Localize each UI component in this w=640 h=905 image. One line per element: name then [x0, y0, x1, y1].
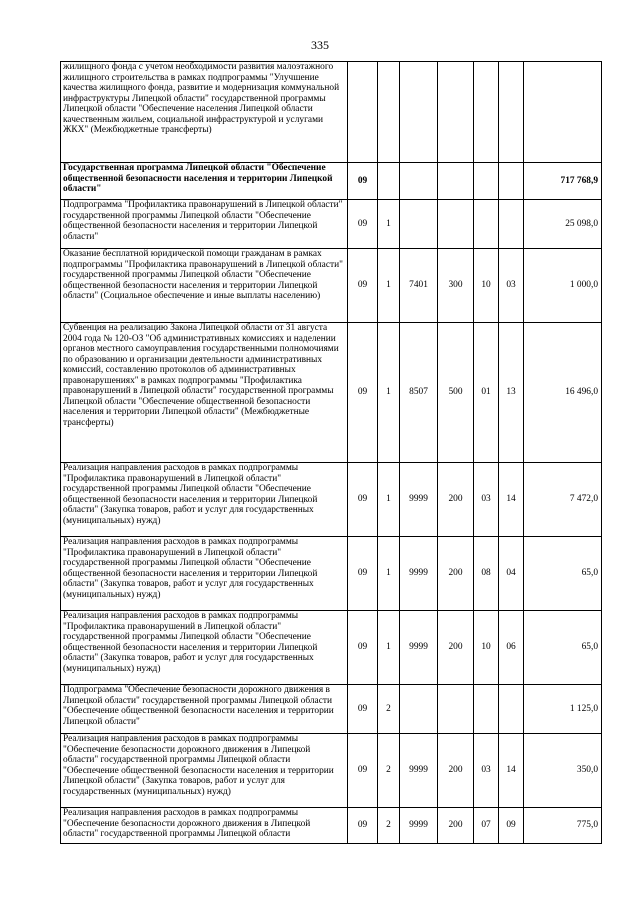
code-subprogram: [378, 62, 400, 163]
code-program: 09: [348, 200, 378, 249]
row-description: Реализация направления расходов в рамках подпрограммы "Профилактика правонарушений в Липецкой области" государственной программы Липецкой области "Обеспечение общественной безопасности населения и территории Липецкой области" (Закупка товаров, работ и услуг для государственных (муниципальных) нужд): [61, 463, 348, 537]
code-direction: [400, 200, 438, 249]
code-subsection: [499, 163, 524, 200]
amount-cell: 65,0: [524, 611, 602, 685]
row-description: Государственная программа Липецкой области "Обеспечение общественной безопасности населения и территории Липецкой области": [61, 163, 348, 200]
amount-cell: 350,0: [524, 734, 602, 808]
code-section: 03: [474, 734, 499, 808]
code-section: 03: [474, 463, 499, 537]
table-row: [61, 734, 602, 808]
table-row: [61, 62, 602, 163]
code-direction: 9999: [400, 537, 438, 611]
code-subprogram: 1: [378, 537, 400, 611]
row-description: Реализация направления расходов в рамках подпрограммы "Обеспечение безопасности дорожного движения в Липецкой области" государственной программы Липецкой области: [61, 808, 348, 844]
amount-cell: 25 098,0: [524, 200, 602, 249]
table-row: [61, 249, 602, 323]
page-number: 335: [311, 38, 329, 52]
code-program: 09: [348, 249, 378, 323]
table-row: [61, 200, 602, 249]
code-direction: 8507: [400, 323, 438, 463]
code-section: 10: [474, 611, 499, 685]
code-subprogram: [378, 163, 400, 200]
code-program: 09: [348, 537, 378, 611]
code-program: 09: [348, 611, 378, 685]
amount-cell: 7 472,0: [524, 463, 602, 537]
code-direction: [400, 163, 438, 200]
amount-cell: 1 125,0: [524, 685, 602, 734]
code-section: 10: [474, 249, 499, 323]
code-subsection: 14: [499, 463, 524, 537]
row-description: Реализация направления расходов в рамках подпрограммы "Профилактика правонарушений в Липецкой области" государственной программы Липецкой области "Обеспечение общественной безопасности населения и территории Липецкой области" (Закупка товаров, работ и услуг для государственных (муниципальных) нужд): [61, 537, 348, 611]
row-description: Субвенция на реализацию Закона Липецкой области от 31 августа 2004 года № 120-ОЗ "Об административных комиссиях и наделении органов местного самоуправления государственными полномочиями по образованию и организации деятельности административных комиссий, составлению протоколов об административных правонарушениях" в рамках подпрограммы "Профилактика правонарушений в Липецкой области" государственной программы Липецкой области "Обеспечение общественной безопасности населения и территории Липецкой области" (Межбюджетные трансферты): [61, 323, 348, 463]
budget-table: [60, 61, 602, 844]
code-expense-type: [438, 163, 474, 200]
row-description: Подпрограмма "Обеспечение безопасности дорожного движения в Липецкой области" государственной программы Липецкой области "Обеспечение общественной безопасности населения и территории Липецкой области": [61, 685, 348, 734]
code-program: 09: [348, 808, 378, 844]
amount-cell: 16 496,0: [524, 323, 602, 463]
table-row: [61, 323, 602, 463]
code-section: 08: [474, 537, 499, 611]
code-section: [474, 685, 499, 734]
code-direction: [400, 62, 438, 163]
code-program: [348, 62, 378, 163]
code-subprogram: 2: [378, 685, 400, 734]
code-expense-type: 200: [438, 808, 474, 844]
row-description: жилищного фонда с учетом необходимости развития малоэтажного жилищного строительства в рамках подпрограммы "Улучшение качества жилищного фонда, развитие и модернизация коммунальной инфраструктуры Липецкой области" государственной программы Липецкой области "Обеспечение населения Липецкой области качественным жильем, социальной инфраструктурой и услугами ЖКХ" (Межбюджетные трансферты): [61, 62, 348, 163]
code-subprogram: 1: [378, 611, 400, 685]
code-subprogram: 2: [378, 808, 400, 844]
code-section: [474, 200, 499, 249]
row-description: Реализация направления расходов в рамках подпрограммы "Профилактика правонарушений в Липецкой области" государственной программы Липецкой области "Обеспечение общественной безопасности населения и территории Липецкой области" (Закупка товаров, работ и услуг для государственных (муниципальных) нужд): [61, 611, 348, 685]
row-description: Реализация направления расходов в рамках подпрограммы "Обеспечение безопасности дорожного движения в Липецкой области" государственной программы Липецкой области "Обеспечение общественной безопасности населения и территории Липецкой области" (Закупка товаров, работ и услуг для государственных (муниципальных) нужд): [61, 734, 348, 808]
code-program: 09: [348, 734, 378, 808]
amount-cell: 717 768,9: [524, 163, 602, 200]
code-section: [474, 62, 499, 163]
code-program: 09: [348, 685, 378, 734]
code-direction: 9999: [400, 808, 438, 844]
code-expense-type: [438, 200, 474, 249]
amount-cell: [524, 62, 602, 163]
code-expense-type: 300: [438, 249, 474, 323]
code-expense-type: 200: [438, 537, 474, 611]
code-subsection: 13: [499, 323, 524, 463]
amount-cell: 775,0: [524, 808, 602, 844]
code-subsection: 03: [499, 249, 524, 323]
code-subprogram: 1: [378, 249, 400, 323]
amount-cell: 65,0: [524, 537, 602, 611]
table-row: [61, 611, 602, 685]
code-program: 09: [348, 163, 378, 200]
table-row: [61, 685, 602, 734]
code-subprogram: 1: [378, 323, 400, 463]
code-subprogram: 1: [378, 463, 400, 537]
code-subsection: 14: [499, 734, 524, 808]
code-subprogram: 2: [378, 734, 400, 808]
code-subsection: 09: [499, 808, 524, 844]
code-expense-type: [438, 62, 474, 163]
row-description: Подпрограмма "Профилактика правонарушений в Липецкой области" государственной программы Липецкой области "Обеспечение общественной безопасности населения и территории Липецкой области": [61, 200, 348, 249]
table-row: [61, 537, 602, 611]
code-direction: 9999: [400, 734, 438, 808]
table-row: [61, 808, 602, 844]
code-subsection: [499, 62, 524, 163]
row-description: Оказание бесплатной юридической помощи гражданам в рамках подпрограммы "Профилактика правонарушений в Липецкой области" государственной программы Липецкой области "Обеспечение общественной безопасности населения и территории Липецкой области" (Социальное обеспечение и иные выплаты населению): [61, 249, 348, 323]
code-program: 09: [348, 463, 378, 537]
code-direction: 9999: [400, 611, 438, 685]
code-direction: [400, 685, 438, 734]
code-expense-type: 200: [438, 611, 474, 685]
amount-cell: 1 000,0: [524, 249, 602, 323]
code-expense-type: 200: [438, 734, 474, 808]
code-subsection: [499, 685, 524, 734]
code-subprogram: 1: [378, 200, 400, 249]
code-subsection: 04: [499, 537, 524, 611]
table-row: [61, 163, 602, 200]
code-direction: 7401: [400, 249, 438, 323]
code-section: 01: [474, 323, 499, 463]
code-direction: 9999: [400, 463, 438, 537]
code-program: 09: [348, 323, 378, 463]
code-section: 07: [474, 808, 499, 844]
code-expense-type: 500: [438, 323, 474, 463]
code-expense-type: [438, 685, 474, 734]
code-subsection: 06: [499, 611, 524, 685]
code-section: [474, 163, 499, 200]
code-subsection: [499, 200, 524, 249]
code-expense-type: 200: [438, 463, 474, 537]
table-row: [61, 463, 602, 537]
